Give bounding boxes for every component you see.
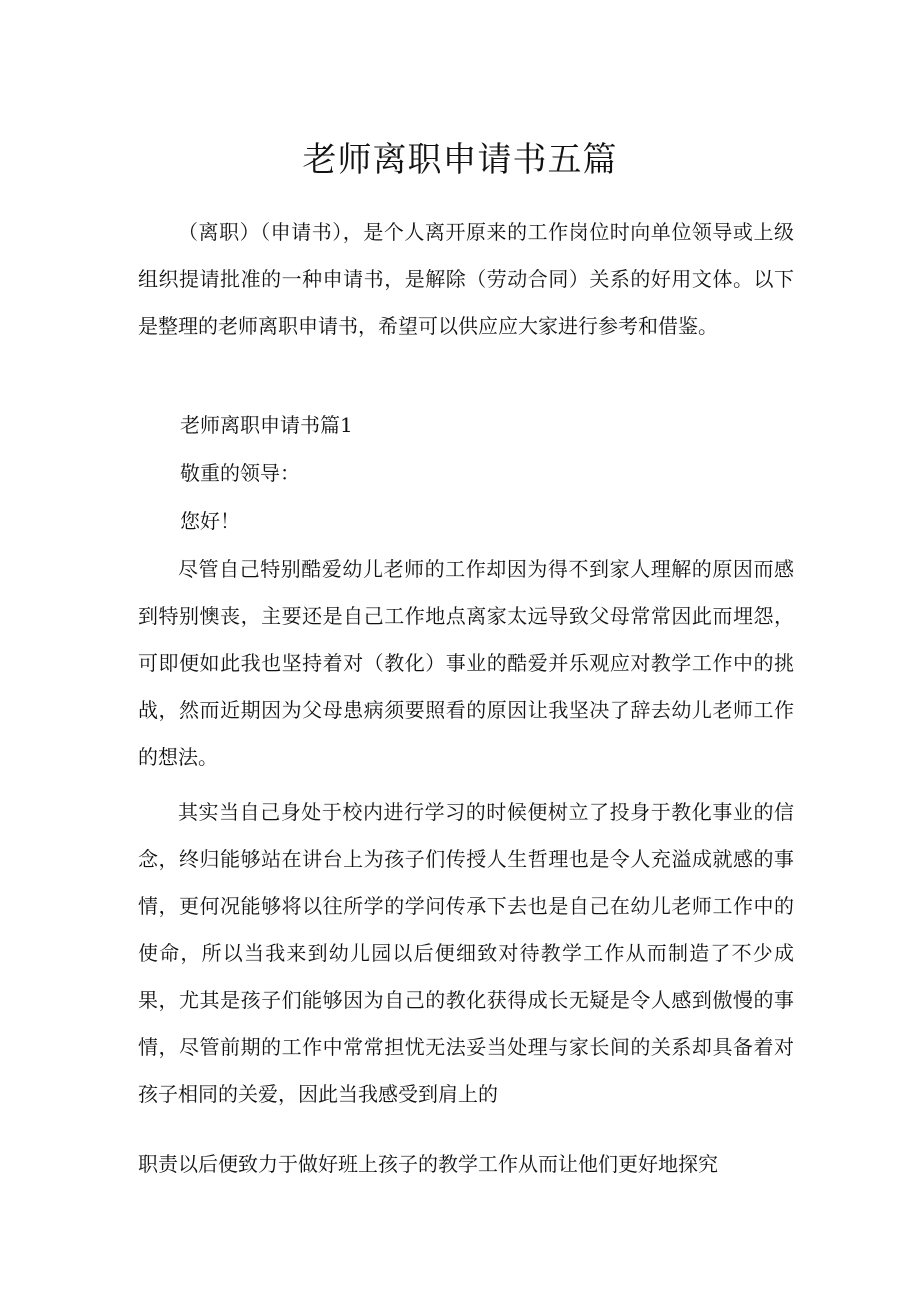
- intro-paragraph: （离职）（申请书），是个人离开原来的工作岗位时向单位领导或上级组织提请批准的一种申请书，是解除（劳动合同）关系的好用文体。以下是整理的老师离职申请书，希望可以供应应大家进行参考和借鉴。: [138, 220, 794, 338]
- greeting-line: 您好！: [180, 509, 240, 533]
- salutation: 敬重的领导：: [180, 461, 300, 485]
- body-paragraph-3: 职责以后便致力于做好班上孩子的教学工作从而让他们更好地探究: [138, 1152, 718, 1176]
- section-heading: 老师离职申请书篇1: [180, 413, 353, 437]
- body-paragraph-2: 其实当自己身处于校内进行学习的时候便树立了投身于教化事业的信念，终归能够站在讲台上为孩子们传授人生哲理也是令人充溢成就感的事情，更何况能够将以往所学的学问传承下去也是自己在幼儿老师工作中的使命，所以当我来到幼儿园以后便细致对待教学工作从而制造了不少成果，尤其是孩子们能够因为自己的教化获得成长无疑是令人感到傲慢的事情，尽管前期的工作中常常担忧无法妥当处理与家长间的关系却具备着对孩子相同的关爱，因此当我感受到肩上的: [138, 800, 794, 1106]
- body-paragraph-1: 尽管自己特别酷爱幼儿老师的工作却因为得不到家人理解的原因而感到特别懊丧，主要还是自己工作地点离家太远导致父母常常因此而埋怨，可即便如此我也坚持着对（教化）事业的酷爱并乐观应对教学工作中的挑战，然而近期因为父母患病须要照看的原因让我坚决了辞去幼儿老师工作的想法。: [138, 557, 794, 769]
- document-title: 老师离职申请书五篇: [302, 140, 618, 180]
